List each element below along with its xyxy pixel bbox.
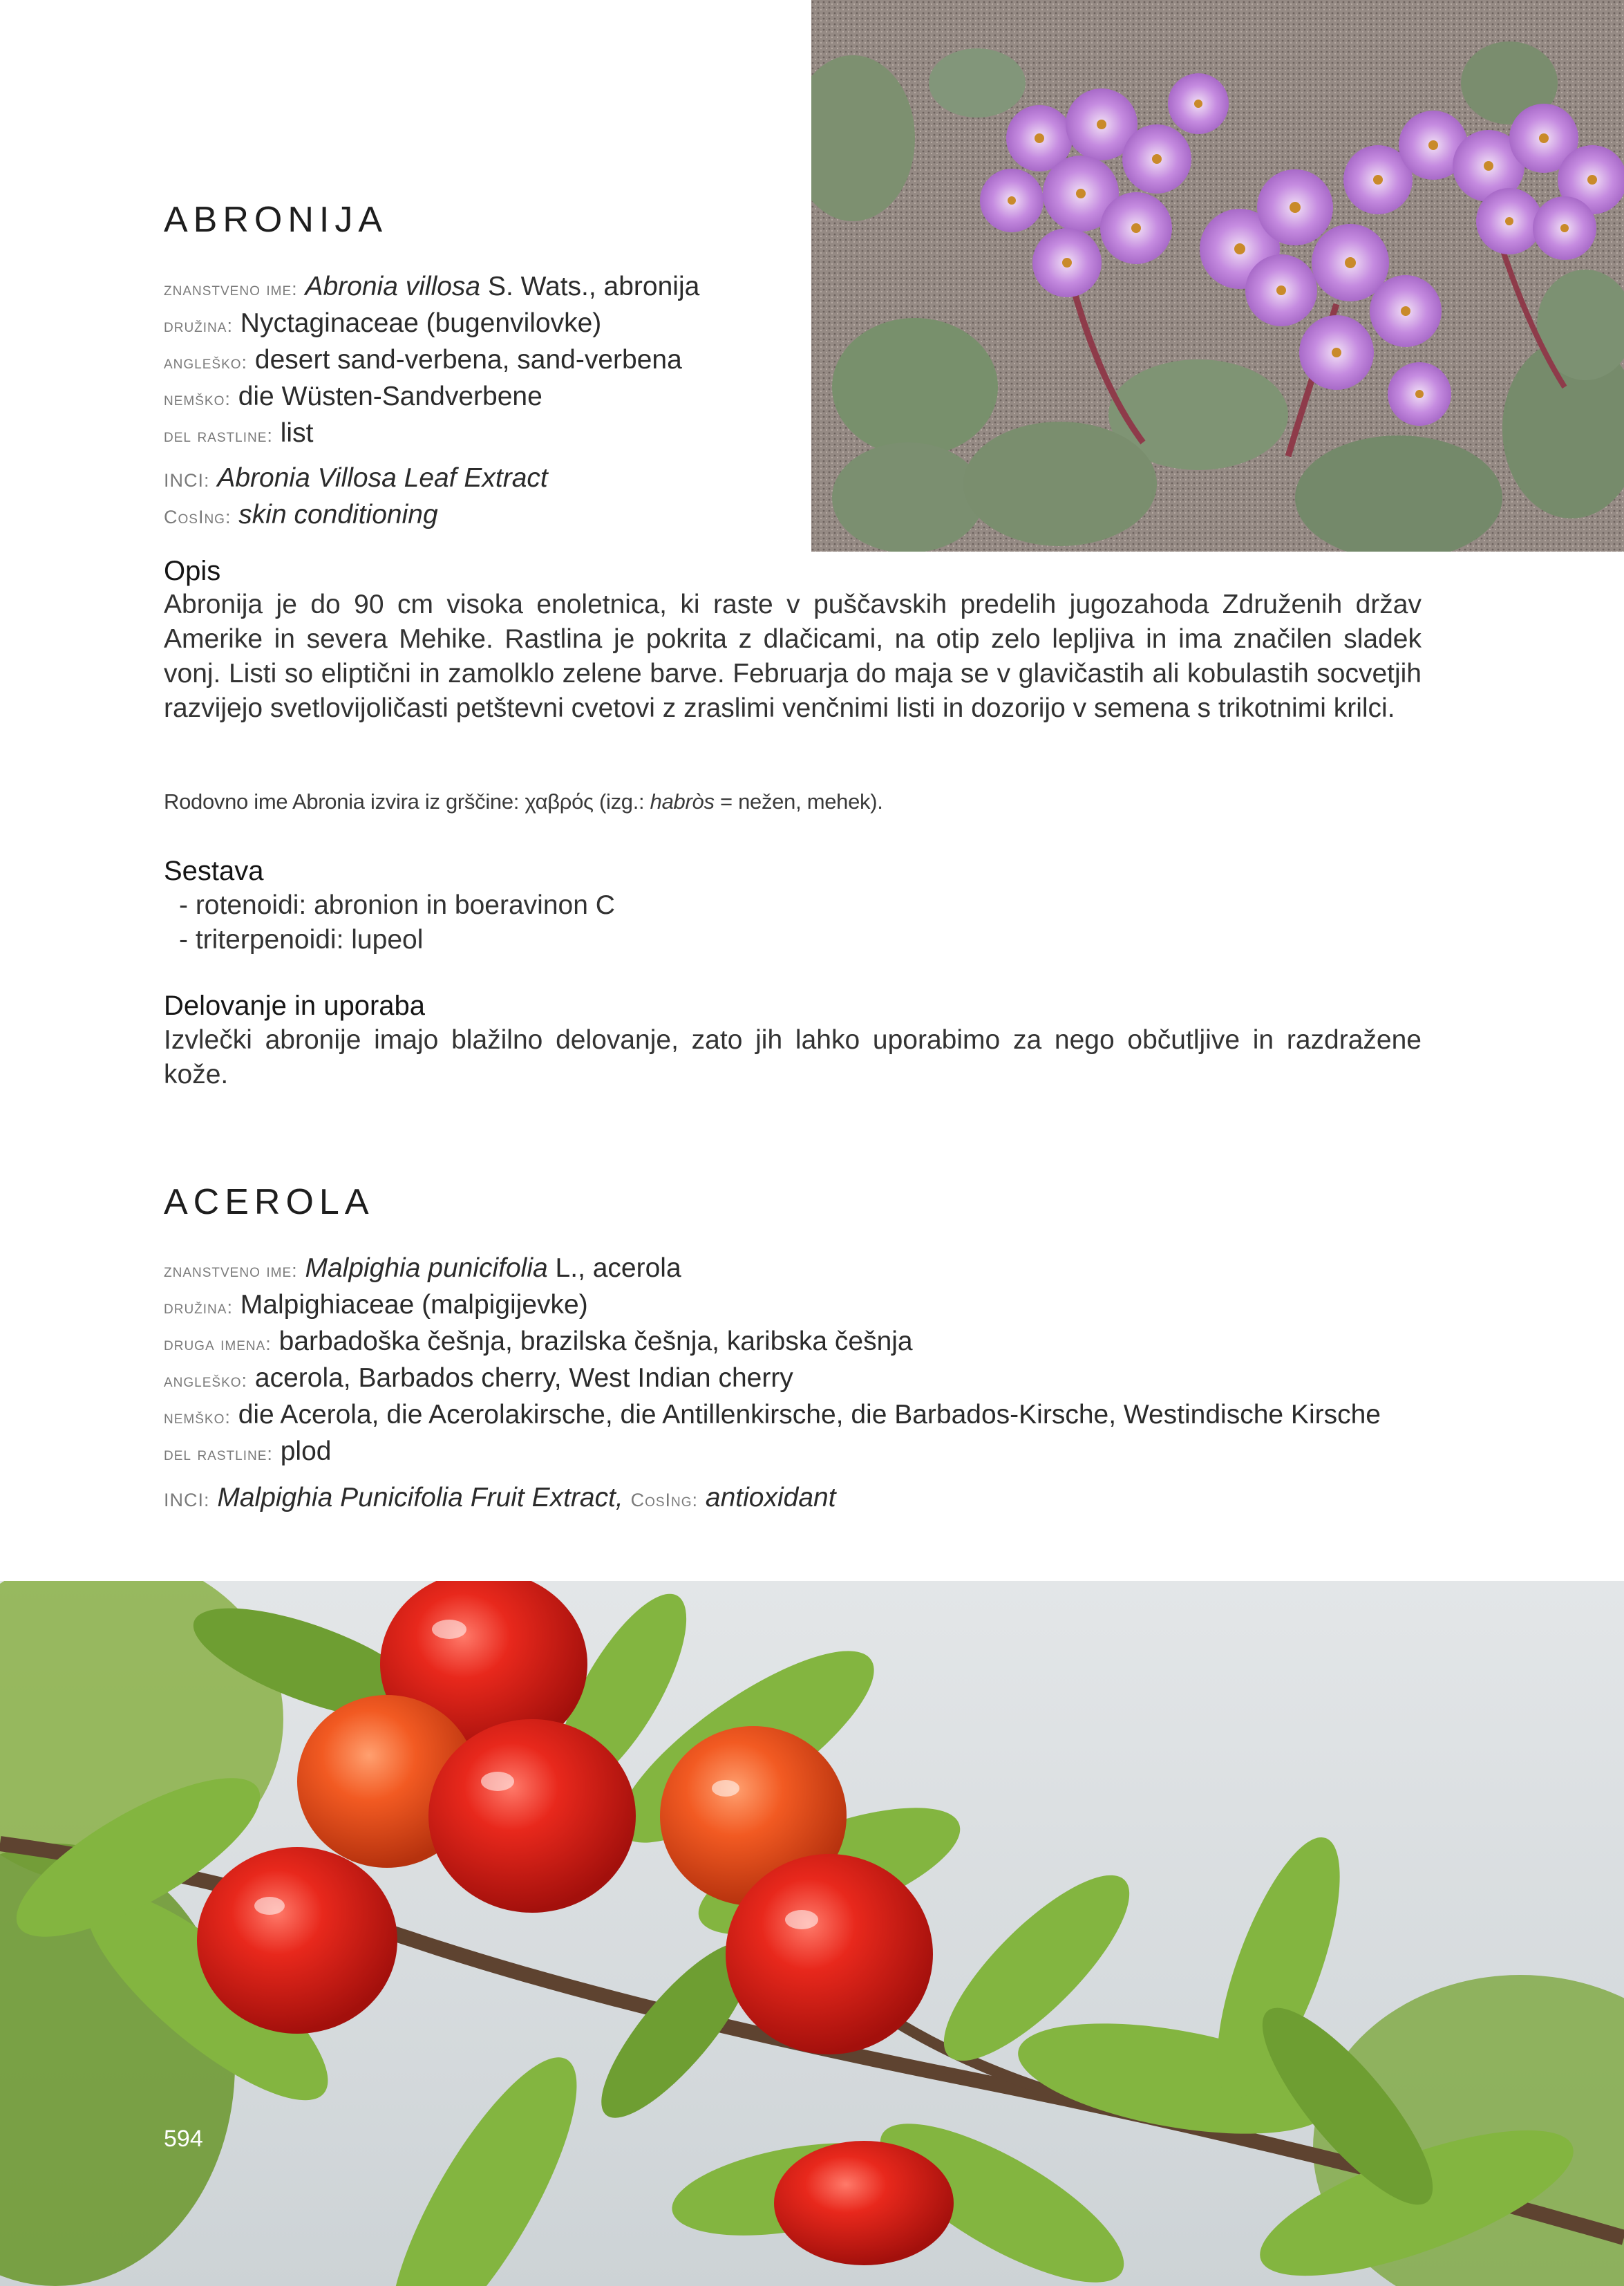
- meta-label: angleško:: [164, 352, 248, 373]
- meta-value: die Wüsten-Sandverbene: [238, 382, 542, 411]
- meta-value: plod: [280, 1436, 332, 1466]
- scientific-name: Abronia villosa: [305, 272, 481, 301]
- meta-row-family: [164, 306, 699, 343]
- abronija-title: ABRONIJA: [164, 200, 388, 240]
- meta-value: Nyctaginaceae (bugenvilovke): [240, 308, 602, 338]
- meta-value: Malpighiaceae (malpigijevke): [240, 1290, 588, 1320]
- meta-label: del rastline:: [164, 1443, 273, 1464]
- opis-heading: Opis: [164, 556, 221, 586]
- meta-row-german: [164, 1398, 1422, 1434]
- meta-value: list: [280, 418, 314, 448]
- etymology-suffix: = nežen, mehek).: [714, 789, 883, 814]
- meta-row-inci: [164, 461, 699, 498]
- meta-label: nemško:: [164, 388, 231, 409]
- meta-row-other-names: [164, 1324, 1422, 1361]
- cosing-label: CosIng:: [164, 507, 232, 527]
- meta-row-english: [164, 343, 699, 380]
- list-item: - rotenoidi: abronion in boeravinon C: [179, 890, 615, 920]
- meta-value: die Acerola, die Acerolakirsche, die Antillenkirsche, die Barbados-Kirsche, Westindische Kirsche: [238, 1400, 1381, 1430]
- meta-row-german: [164, 380, 699, 416]
- cosing-label: CosIng:: [630, 1490, 699, 1510]
- sestava-list: [179, 888, 615, 957]
- abronia-flower-photo: [811, 0, 1624, 552]
- meta-label: družina:: [164, 1297, 233, 1318]
- acerola-title: ACEROLA: [164, 1182, 375, 1222]
- etymology-mid: (izg.:: [593, 789, 650, 814]
- meta-value: S. Wats., abronija: [480, 272, 700, 301]
- etymology-prefix: Rodovno ime Abronia izvira iz grščine:: [164, 789, 525, 814]
- meta-row-inci-cosing: [164, 1481, 1422, 1517]
- cosing-value: antioxidant: [705, 1483, 836, 1512]
- meta-row-cosing: [164, 498, 699, 534]
- etymology-pronunciation: habròs: [650, 789, 715, 814]
- inci-label: INCI:: [164, 1490, 210, 1510]
- inci-value: Abronia Villosa Leaf Extract: [217, 463, 548, 493]
- inci-label: INCI:: [164, 470, 210, 491]
- opis-paragraph: Abronija je do 90 cm visoka enoletnica, ki raste v puščavskih predelih jugozahoda Združenih držav Amerike in severa Mehike. Rastlina je pokrita z dlačicami, na otip zelo lepljiva in ima značilen sladek vonj. Listi so eliptični in zamolklo zelene barve. Februarja do maja se v glavičastih ali kobulastih socvetjih razvijejo svetlovijoličasti petštevni cvetovi z zraslimi venčnimi listi in dozorijo v semena s trikotnimi krilci.: [164, 590, 1422, 723]
- scientific-name: Malpighia punicifolia: [305, 1253, 548, 1283]
- etymology-greek: χαβρός: [525, 789, 594, 814]
- inci-value: Malpighia Punicifolia Fruit Extract,: [217, 1483, 623, 1512]
- meta-value: barbadoška češnja, brazilska češnja, karibska češnja: [278, 1327, 913, 1356]
- page-number: 594: [164, 2126, 203, 2152]
- meta-row-english: [164, 1361, 1422, 1398]
- list-item: - triterpenoidi: lupeol: [179, 925, 424, 955]
- meta-label: druga imena:: [164, 1333, 272, 1354]
- meta-label: del rastline:: [164, 425, 273, 446]
- meta-row-plant-part: [164, 1434, 1422, 1471]
- meta-label: družina:: [164, 315, 233, 336]
- meta-value: acerola, Barbados cherry, West Indian cherry: [254, 1363, 793, 1393]
- abronija-metadata: [164, 270, 699, 534]
- meta-row-scientific-name: [164, 1251, 1422, 1288]
- meta-label: nemško:: [164, 1407, 231, 1427]
- meta-value: L., acerola: [547, 1253, 681, 1283]
- cosing-value: skin conditioning: [238, 500, 438, 530]
- meta-row-family: [164, 1288, 1422, 1324]
- meta-row-plant-part: [164, 416, 699, 453]
- meta-label: angleško:: [164, 1370, 248, 1391]
- meta-row-scientific-name: [164, 270, 699, 306]
- delovanje-paragraph: Izvlečki abronije imajo blažilno delovanje, zato jih lahko uporabimo za nego občutljive in razdražene kože.: [164, 1025, 1422, 1089]
- delovanje-heading: Delovanje in uporaba: [164, 991, 426, 1021]
- sestava-heading: Sestava: [164, 856, 264, 886]
- meta-label: znanstveno ime:: [164, 279, 298, 299]
- acerola-fruit-photo: [0, 1581, 1624, 2286]
- meta-label: znanstveno ime:: [164, 1260, 298, 1281]
- etymology-note: [164, 789, 883, 814]
- meta-value: desert sand-verbena, sand-verbena: [254, 345, 682, 375]
- acerola-metadata: [164, 1251, 1422, 1517]
